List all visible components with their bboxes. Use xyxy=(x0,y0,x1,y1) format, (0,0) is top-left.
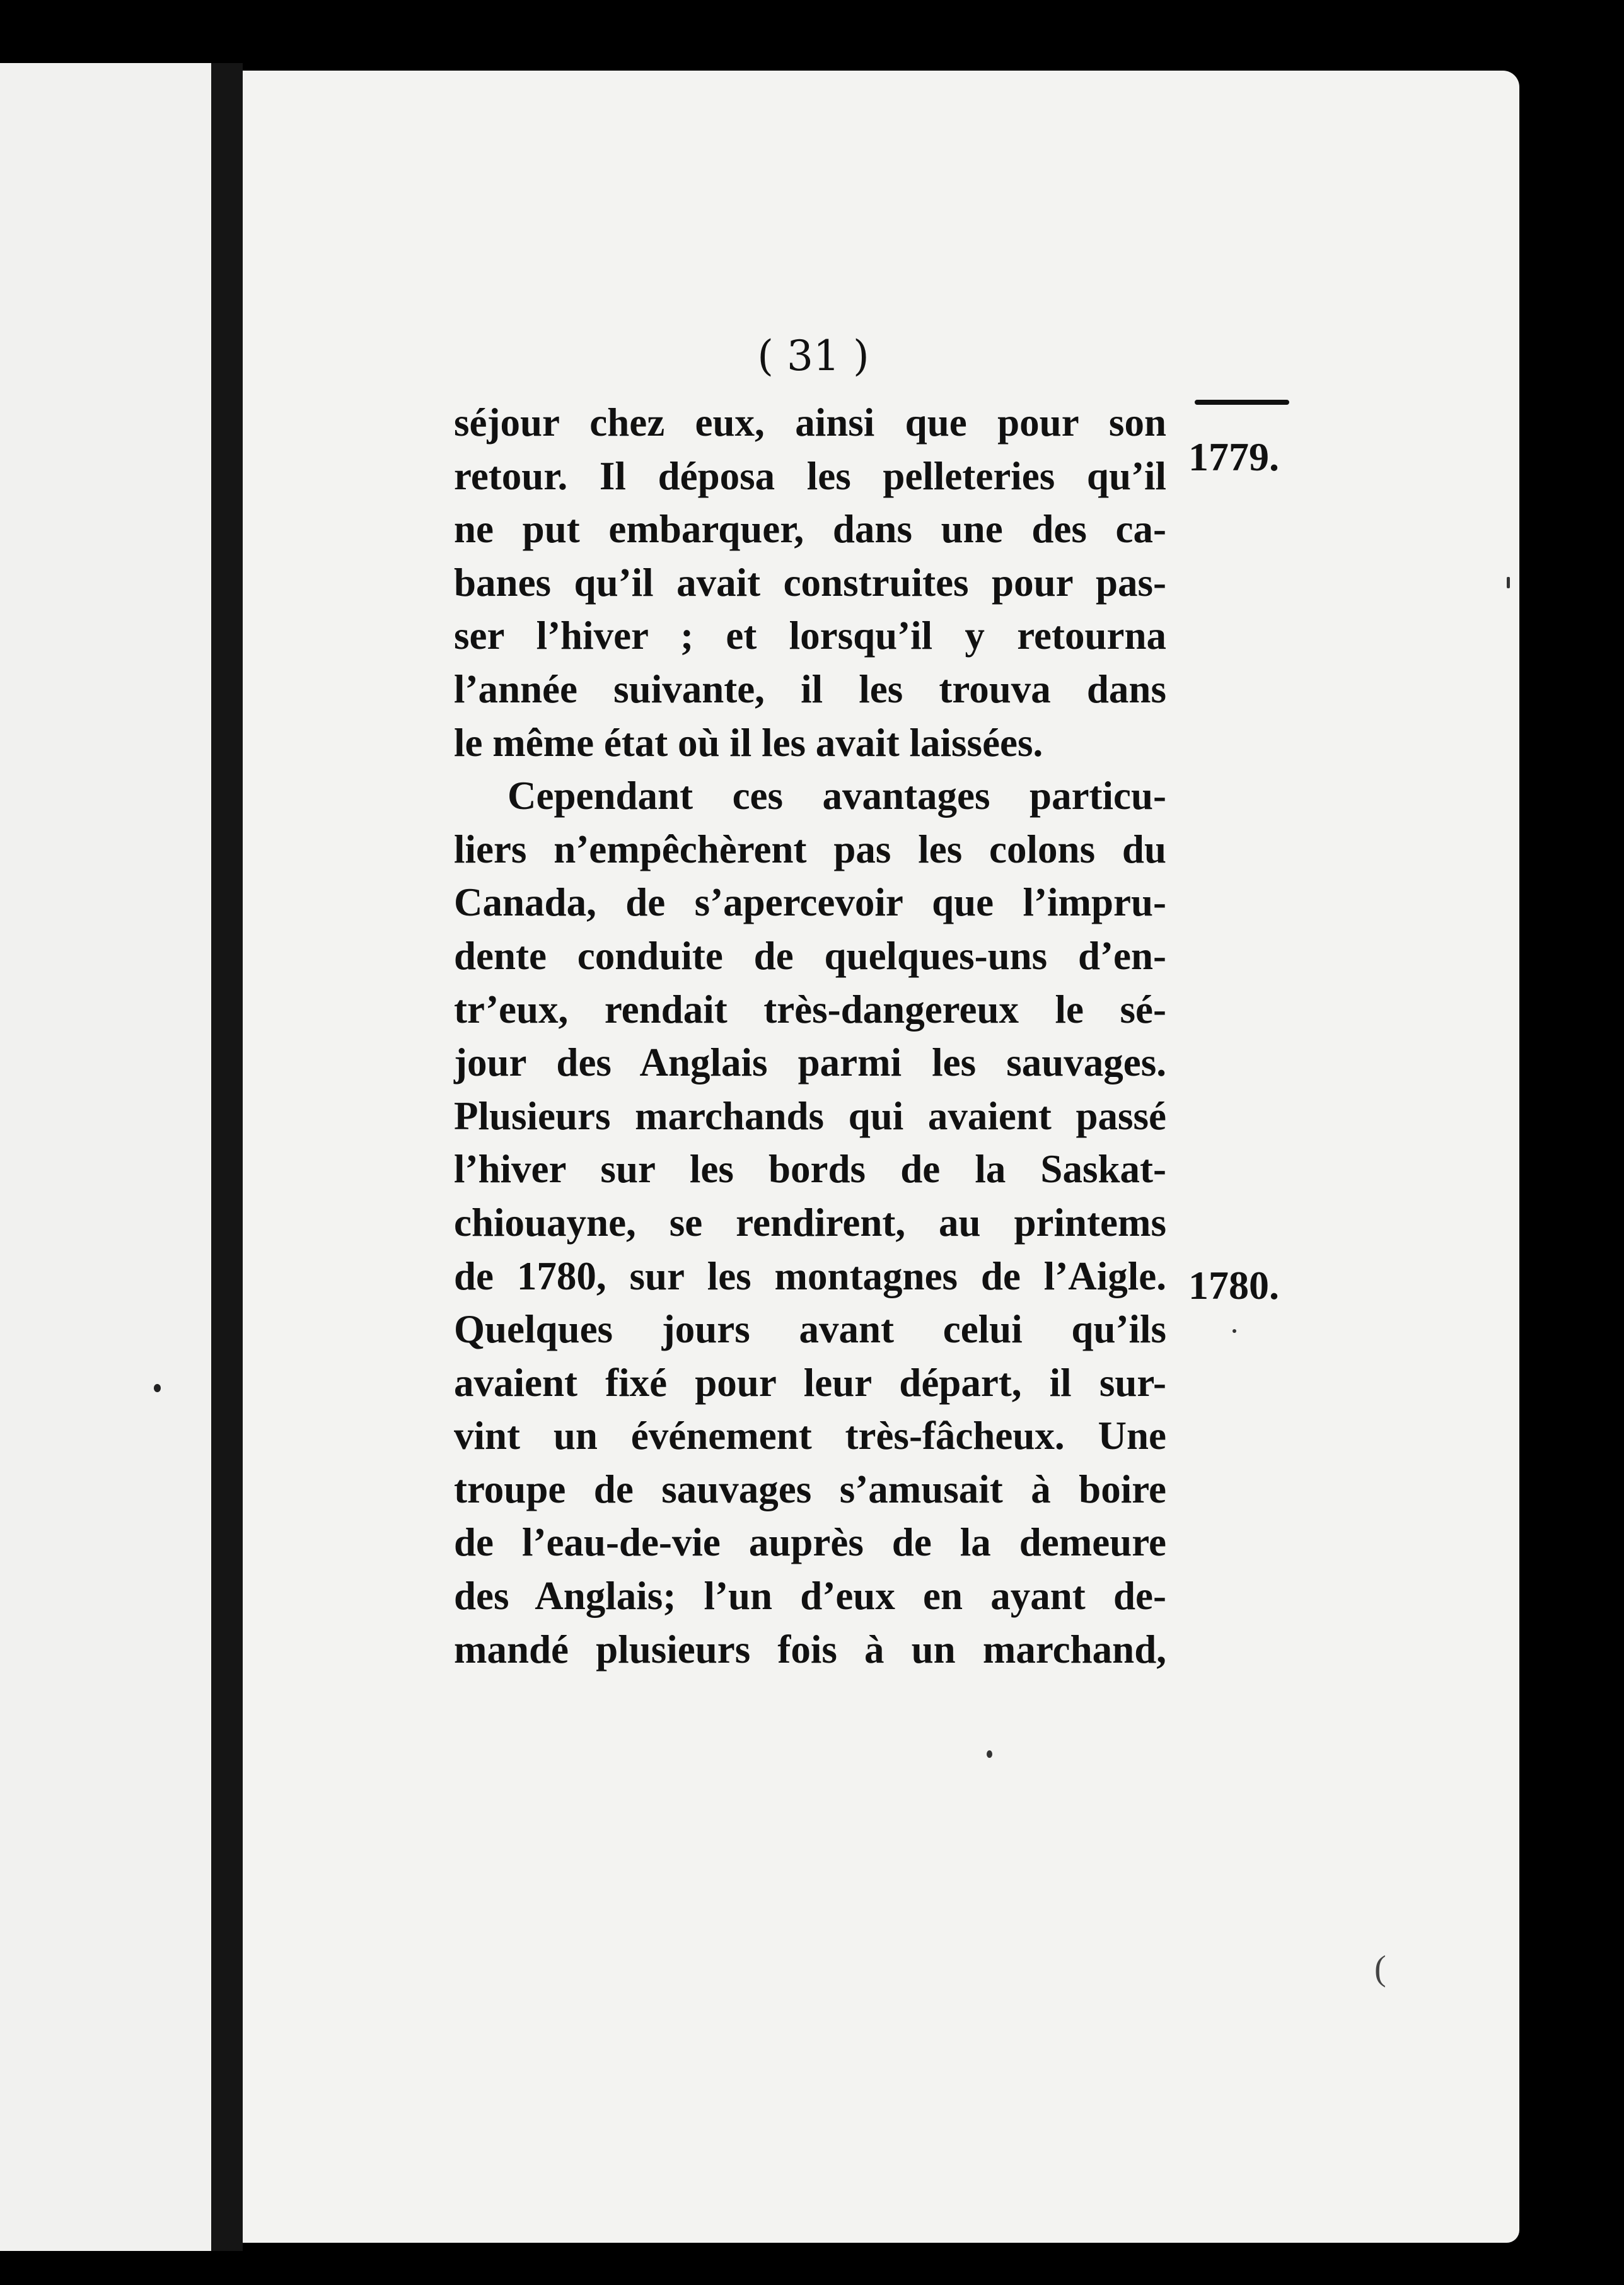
ink-spot xyxy=(154,1384,161,1392)
text-line: ser l’hiver ; et lorsqu’il y retourna xyxy=(454,613,1166,658)
text-line: Plusieurs marchands qui avaient passé xyxy=(454,1093,1166,1138)
text-line: séjour chez eux, ainsi que pour son xyxy=(454,400,1166,445)
text-line: Quelques jours avant celui qu’ils xyxy=(454,1307,1166,1352)
text-line: des Anglais; l’un d’eux en ayant de- xyxy=(454,1574,1166,1619)
text-line: retour. Il déposa les pelleteries qu’il xyxy=(454,453,1166,498)
text-line: liers n’empêchèrent pas les colons du xyxy=(454,827,1166,871)
text-line: vint un événement très-fâcheux. Une xyxy=(454,1414,1166,1458)
scan-speck xyxy=(987,1750,992,1758)
text-line: ne put embarquer, dans une des ca- xyxy=(454,507,1166,552)
left-facing-page xyxy=(0,63,211,2251)
text-line: dente conduite de quelques-uns d’en- xyxy=(454,933,1166,978)
text-line: avaient fixé pour leur départ, il sur- xyxy=(454,1360,1166,1405)
text-line: banes qu’il avait construites pour pas- xyxy=(454,560,1166,605)
text-line: tr’eux, rendait très-dangereux le sé- xyxy=(454,987,1166,1032)
book-gutter xyxy=(211,63,243,2251)
text-line: mandé plusieurs fois à un marchand, xyxy=(454,1627,1166,1672)
text-line: jour des Anglais parmi les sauvages. xyxy=(454,1040,1166,1085)
text-line: le même état où il les avait laissées. xyxy=(454,720,1043,765)
scan-mark: ( xyxy=(1374,1949,1386,1988)
body-text xyxy=(454,396,1166,1676)
paragraph-start-line: Cependant ces avantages particu- xyxy=(508,774,1166,818)
scan-speck xyxy=(1507,577,1510,588)
scan-speck xyxy=(1232,1329,1236,1333)
margin-note-1780: 1780. xyxy=(1188,1263,1279,1308)
text-line: de 1780, sur les montagnes de l’Aigle. xyxy=(454,1253,1166,1298)
margin-note-1779: 1779. xyxy=(1188,434,1279,479)
text-line: l’hiver sur les bords de la Saskat- xyxy=(454,1147,1166,1192)
text-line: chiouayne, se rendirent, au printems xyxy=(454,1200,1166,1245)
margin-rule xyxy=(1195,400,1289,405)
text-line: de l’eau-de-vie auprès de la demeure xyxy=(454,1520,1166,1565)
text-line: l’année suivante, il les trouva dans xyxy=(454,666,1166,711)
text-line: troupe de sauvages s’amusait à boire xyxy=(454,1467,1166,1511)
page-number: ( 31 ) xyxy=(757,332,869,380)
text-line: Canada, de s’apercevoir que l’impru- xyxy=(454,880,1166,925)
